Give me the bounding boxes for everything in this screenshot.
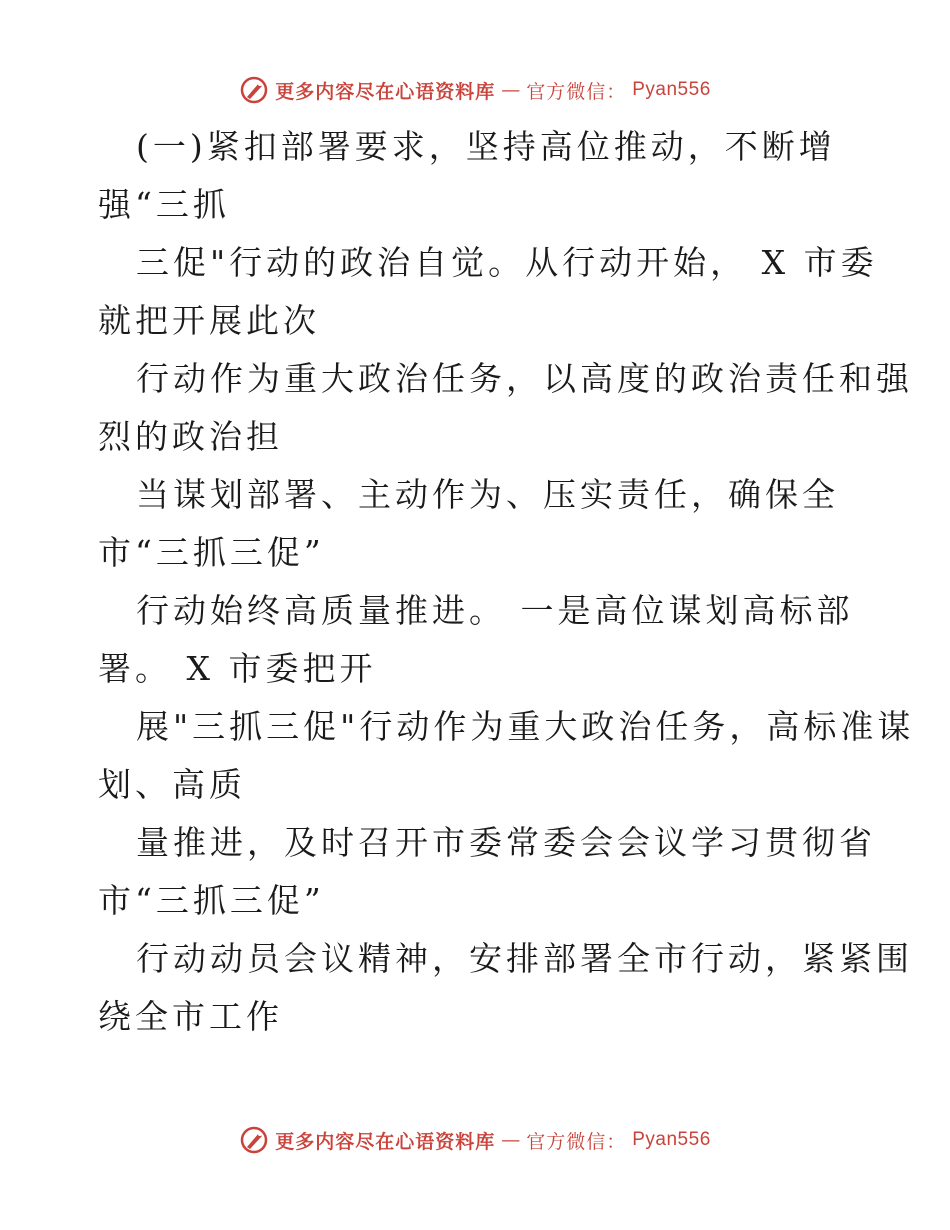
banner-brand-text: 更多内容尽在心语资料库 [275,80,496,103]
banner-wechat-id: Pyan556 [632,79,711,100]
body-line-8: 市“三抓三促” [98,533,325,572]
body-line-2: 强“三抓 [98,185,230,224]
body-line-7: 当谋划部署、主动作为、压实责任，确保全 [136,475,839,514]
footer-banner [0,1120,950,1160]
body-line-11: 展"三抓三促"行动作为重大政治任务，高标准谋 [136,707,915,746]
body-line-10: 署。 X 市委把开 [98,649,377,688]
banner-wechat-label: 官方微信： [526,1130,627,1153]
banner-dash: — [501,1129,521,1151]
body-line-4: 就把开展此次 [98,301,320,340]
body-line-12: 划、高质 [98,765,246,804]
body-line-6: 烈的政治担 [98,417,283,456]
body-line-3: 三促"行动的政治自觉。从行动开始， X 市委 [136,243,878,282]
body-line-16: 绕全市工作 [98,997,283,1036]
banner-brand-text: 更多内容尽在心语资料库 [275,1130,496,1153]
banner-wechat-id: Pyan556 [632,1129,711,1150]
body-line-9: 行动始终高质量推进。 一是高位谋划高标部 [136,591,854,630]
banner-wechat-label: 官方微信： [526,80,627,103]
body-line-15: 行动动员会议精神，安排部署全市行动，紧紧围 [136,939,913,978]
pen-logo-icon [239,1125,269,1155]
banner-dash: — [501,79,521,101]
body-line-5: 行动作为重大政治任务，以高度的政治责任和强 [136,359,913,398]
body-line-13: 量推进，及时召开市委常委会会议学习贯彻省 [136,823,876,862]
body-line-14: 市“三抓三促” [98,881,325,920]
body-line-1: (一)紧扣部署要求，坚持高位推动，不断增 [136,127,836,166]
